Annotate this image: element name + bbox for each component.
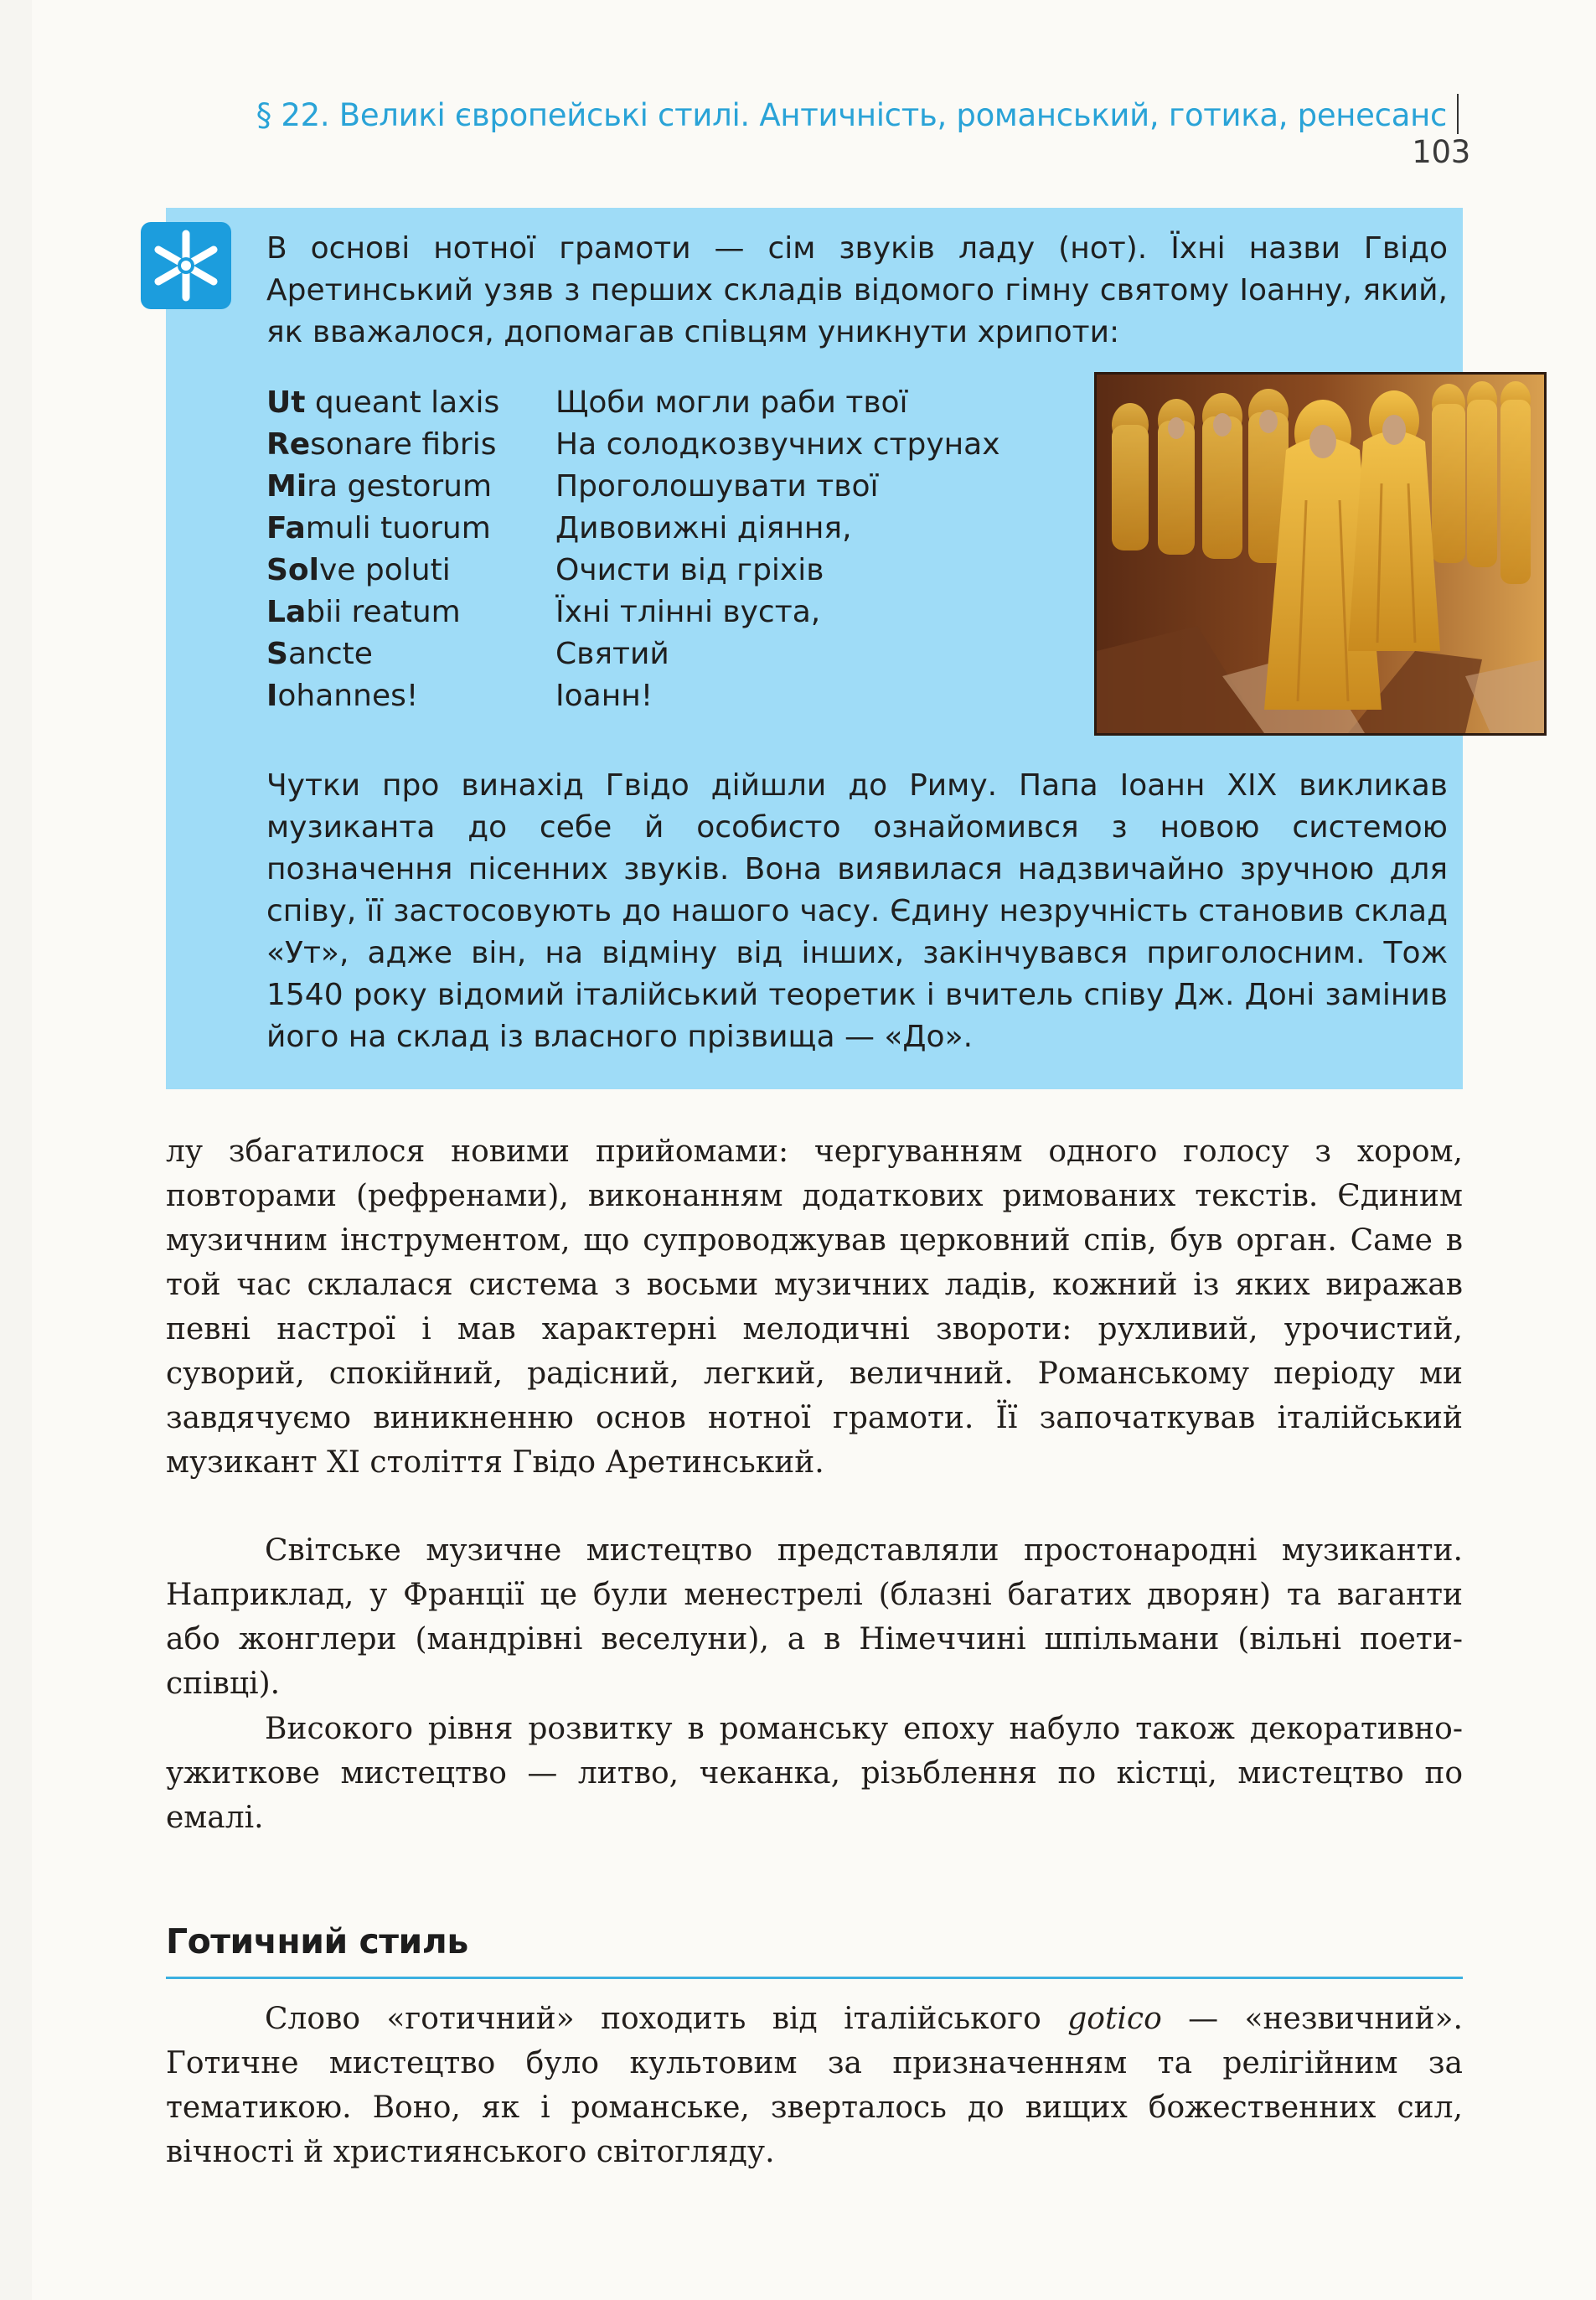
hymn-line — [266, 466, 1071, 508]
hymn-translation: Очисти від гріхів — [555, 553, 824, 587]
hymn-translation: На солодкозвучних струнах — [555, 427, 1000, 462]
header-divider — [1457, 94, 1459, 134]
hymn-translation: Іоанн! — [555, 679, 653, 713]
hymn-line — [266, 424, 1071, 466]
body-paragraph: Світське музичне мистецтво представляли простонародні музиканти. Наприклад, у Франції це були менестрелі (блазні багатих дворян) та ваганти або жонглери (мандрівні веселуни), а в Німеччині шпільмани (вільні поети-співці). — [166, 1533, 1463, 1701]
monks-photo — [1094, 372, 1547, 736]
hymn-line — [266, 675, 1071, 717]
info-intro: В основі нотної грамоти — сім звуків ладу (нот). Їхні назви Гвідо Аретинський узяв з перших складів відомого гімну святому Іоанну, який, як вважалося, допомагав співцям уникнути хрипоти: — [266, 231, 1448, 349]
info-story: Чутки про винахід Гвідо дійшли до Риму. Папа Іоанн XIX викликав музиканта до себе й особисто ознайомився з новою системою позначення пісенних звуків. Вона виявилася надзвичайно зручною для співу, її застосовують до нашого часу. Єдину незручність становив склад «Ут», адже він, на відміну від інших, закінчувався приголосним. Тож 1540 року відомий італійський теоретик і вчитель співу Дж. Доні замінив його на склад із власного прізвища — «До». — [266, 768, 1448, 1054]
hymn-table — [266, 382, 1071, 717]
hymn-translation: Їхні тлінні вуста, — [555, 595, 821, 629]
hymn-latin: Labii reatum — [266, 595, 461, 629]
hymn-line — [266, 382, 1071, 424]
hymn-translation: Дивовижні діяння, — [555, 511, 852, 545]
hymn-latin: Famuli tuorum — [266, 511, 491, 545]
running-header — [235, 94, 1470, 170]
hymn-latin: Ut queant laxis — [266, 385, 500, 420]
body-paragraph: лу збагатилося новими прийомами: чергуванням одного голосу з хором, повторами (рефренами), виконанням додаткових римованих текстів. Єдиним музичним інструментом, що супроводжував церковний спів, був орган. Саме в той час склалася система з восьми музичних ладів, кожний із яких виражав певні настрої і мав характерні мелодичні звороти: рухливий, урочистий, суворий, спокійний, радісний, легкий, величний. Романському періоду ми завдячуємо виникненню основ нотної грамоти. Її започаткував італійський музикант XI століття Гвідо Аретинський. — [166, 1134, 1463, 1480]
italic-term: gotico — [1067, 2002, 1162, 2036]
asterisk-icon — [141, 222, 231, 309]
hymn-latin: Resonare fibris — [266, 427, 497, 462]
running-title: § 22. Великі європейські стилі. Античність, романський, готика, ренесанс — [256, 97, 1447, 133]
hymn-latin: Sancte — [266, 637, 373, 671]
page-number: 103 — [1412, 134, 1470, 170]
hymn-translation: Святий — [555, 637, 669, 671]
hymn-latin: Iohannes! — [266, 679, 419, 713]
hymn-latin: Mira gestorum — [266, 469, 493, 504]
hymn-translation: Проголошувати твої — [555, 469, 879, 504]
section-divider — [166, 1977, 1463, 1979]
hymn-line — [266, 508, 1071, 550]
body-paragraph: Слово «готичний» походить від італійського gotico — «незвичний». Готичне мистецтво було культовим за призначенням та релігійним за тематикою. Воно, як і романське, зверталось до вищих божественних сил, вічності й християнського світогляду. — [166, 2002, 1463, 2169]
section-heading: Готичний стиль — [166, 1921, 468, 1961]
hymn-line — [266, 592, 1071, 633]
hymn-latin: Solve poluti — [266, 553, 451, 587]
body-paragraph: Високого рівня розвитку в романську епоху набуло також декоративно-ужиткове мистецтво — литво, чеканка, різьблення по кістці, мистецтво по емалі. — [166, 1712, 1463, 1835]
hymn-line — [266, 550, 1071, 592]
hymn-translation: Щоби могли раби твої — [555, 385, 908, 420]
hymn-line — [266, 633, 1071, 675]
